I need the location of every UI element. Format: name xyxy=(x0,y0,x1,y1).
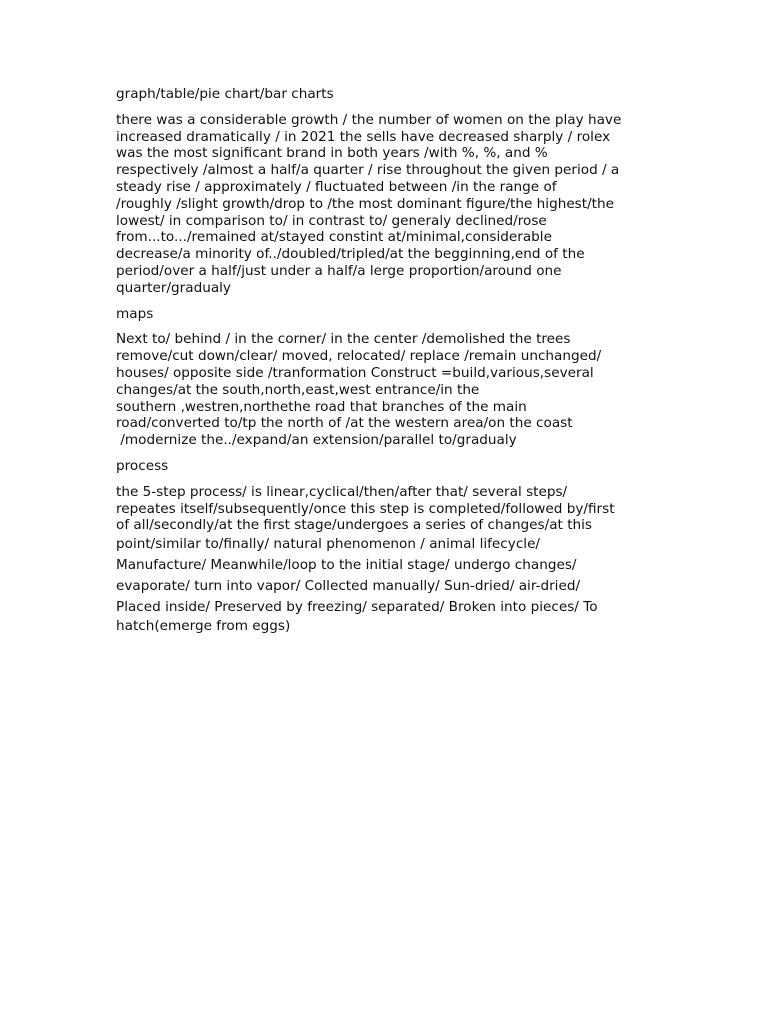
text-line: from...to.../remained at/stayed constint at/minimal,considerable xyxy=(116,229,552,246)
text-line: remove/cut down/clear/ moved, relocated/ replace /remain unchanged/ xyxy=(116,348,602,365)
text-line: /roughly /slight growth/drop to /the most dominant figure/the highest/the xyxy=(116,195,614,212)
section-body-charts xyxy=(116,112,656,297)
text-line: respectively /almost a half/a quarter / rise throughout the given period / a xyxy=(116,162,620,179)
text-line: there was a considerable growth / the number of women on the play have xyxy=(116,111,622,128)
section-heading-charts: graph/table/pie chart/bar charts xyxy=(116,86,334,102)
text-line: point/similar to/finally/ natural phenomenon / animal lifecycle/ xyxy=(116,536,541,553)
text-line: hatch(emerge from eggs) xyxy=(116,618,291,635)
text-line: changes/at the south,north,east,west entrance/in the xyxy=(116,381,480,398)
text-line: /modernize the../expand/an extension/parallel to/gradualy xyxy=(116,432,517,449)
text-line: of all/secondly/at the first stage/undergoes a series of changes/at this xyxy=(116,517,592,534)
text-line: southern ,westren,northethe road that branches of the main xyxy=(116,398,527,415)
section-heading-maps: maps xyxy=(116,305,154,322)
text-line: Manufacture/ Meanwhile/loop to the initial stage/ undergo changes/ xyxy=(116,557,577,574)
text-line: quarter/gradualy xyxy=(116,279,231,296)
text-line: repeates itself/subsequently/once this step is completed/followed by/first xyxy=(116,500,615,517)
text-line: lowest/ in comparison to/ in contrast to/ generaly declined/rose xyxy=(116,212,547,229)
text-line: was the most significant brand in both years /with %, %, and % xyxy=(116,145,548,162)
text-line: Placed inside/ Preserved by freezing/ separated/ Broken into pieces/ To xyxy=(116,599,598,616)
text-line: evaporate/ turn into vapor/ Collected manually/ Sun-dried/ air-dried/ xyxy=(116,578,581,595)
section-heading-process: process xyxy=(116,457,169,474)
text-line: road/converted to/tp the north of /at the western area/on the coast xyxy=(116,415,573,432)
section-body-process xyxy=(116,484,656,635)
text-line: the 5-step process/ is linear,cyclical/then/after that/ several steps/ xyxy=(116,483,568,500)
text-line: decrease/a minority of../doubled/tripled/at the begginning,end of the xyxy=(116,246,585,263)
text-line: increased dramatically / in 2021 the sells have decreased sharply / rolex xyxy=(116,128,611,145)
text-line: houses/ opposite side /tranformation Construct =build,various,several xyxy=(116,364,594,381)
text-line: steady rise / approximately / fluctuated between /in the range of xyxy=(116,178,557,195)
document-page xyxy=(116,86,656,644)
section-body-maps xyxy=(116,331,656,449)
text-line: Next to/ behind / in the corner/ in the center /demolished the trees xyxy=(116,331,571,348)
text-line: period/over a half/just under a half/a lerge proportion/around one xyxy=(116,262,562,279)
